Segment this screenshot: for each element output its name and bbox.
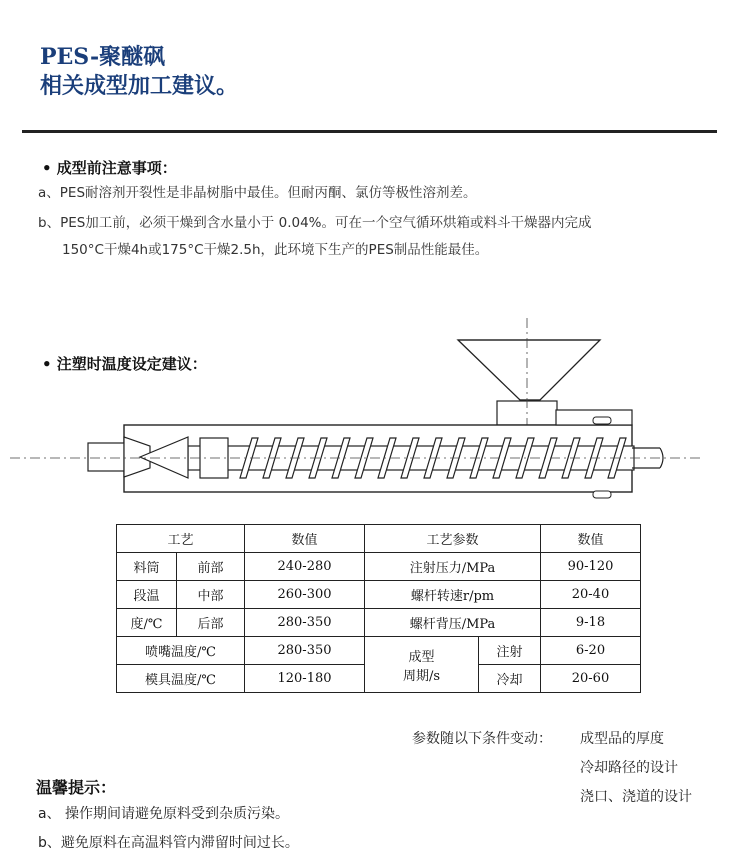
process-parameter-table (116, 524, 641, 693)
mold-temp-value: 120-180 (245, 665, 365, 693)
nozzle (88, 443, 124, 471)
page-title-line2: 相关成型加工建议。 (40, 73, 239, 99)
cycle-label-1: 成型 (408, 649, 435, 665)
conditions-label: 参数随以下条件变动： (412, 731, 552, 747)
tip-item: b、避免原料在高温料管内滞留时间过长。 (38, 835, 299, 851)
header-param: 工艺参数 (365, 525, 541, 553)
table-row (117, 581, 641, 609)
pre-notes-heading: • 成型前注意事项： (42, 159, 177, 177)
pre-note-a: a、PES耐溶剂开裂性是非晶树脂中最佳。但耐丙酮、氯仿等极性溶剂差。 (38, 185, 477, 201)
screw-speed-value: 20-40 (541, 581, 641, 609)
screw-speed-label: 螺杆转速r/pm (365, 581, 541, 609)
middle-value: 260-300 (245, 581, 365, 609)
page-title-line1: PES-聚醚砜 (40, 44, 166, 70)
table-header-row (117, 525, 641, 553)
inject-value: 6-20 (541, 637, 641, 665)
temp-section-heading: • 注塑时温度设定建议： (42, 355, 207, 373)
nozzle-temp-label: 喷嘴温度/℃ (117, 637, 245, 665)
barrel-label-2: 段温 (117, 581, 177, 609)
rear-value: 280-350 (245, 609, 365, 637)
pre-note-b-line1: b、PES加工前，必须干燥到含水量小于 0.04%。可在一个空气循环烘箱或料斗干燥器内完成 (38, 215, 592, 231)
header-divider (22, 130, 717, 133)
cycle-label (365, 637, 479, 693)
back-pressure-value: 9-18 (541, 609, 641, 637)
header-process: 工艺 (117, 525, 245, 553)
tip-item: a、 操作期间请避免原料受到杂质污染。 (38, 806, 290, 822)
header-value: 数值 (245, 525, 365, 553)
nozzle-temp-value: 280-350 (245, 637, 365, 665)
inject-label: 注射 (479, 637, 541, 665)
header-value2: 数值 (541, 525, 641, 553)
inj-pressure-value: 90-120 (541, 553, 641, 581)
condition-item: 成型品的厚度 (580, 731, 664, 747)
tips-heading: 温馨提示： (36, 778, 117, 797)
pre-note-b-line2: 150°C干燥4h或175°C干燥2.5h，此环境下生产的PES制品性能最佳。 (62, 242, 489, 258)
back-pressure-label: 螺杆背压/MPa (365, 609, 541, 637)
middle-label: 中部 (177, 581, 245, 609)
injection-screw-diagram (0, 310, 750, 520)
mold-temp-label: 模具温度/℃ (117, 665, 245, 693)
barrel-label-1: 料筒 (117, 553, 177, 581)
front-value: 240-280 (245, 553, 365, 581)
barrel-label-3: 度/℃ (117, 609, 177, 637)
cool-value: 20-60 (541, 665, 641, 693)
cool-label: 冷却 (479, 665, 541, 693)
table-row (117, 553, 641, 581)
condition-item: 冷却路径的设计 (580, 760, 678, 776)
table-row (117, 637, 641, 665)
condition-item: 浇口、浇道的设计 (580, 789, 692, 805)
front-label: 前部 (177, 553, 245, 581)
rear-label: 后部 (177, 609, 245, 637)
table-row (117, 609, 641, 637)
inj-pressure-label: 注射压力/MPa (365, 553, 541, 581)
hopper (458, 340, 600, 400)
cycle-label-2: 周期/s (402, 668, 441, 684)
